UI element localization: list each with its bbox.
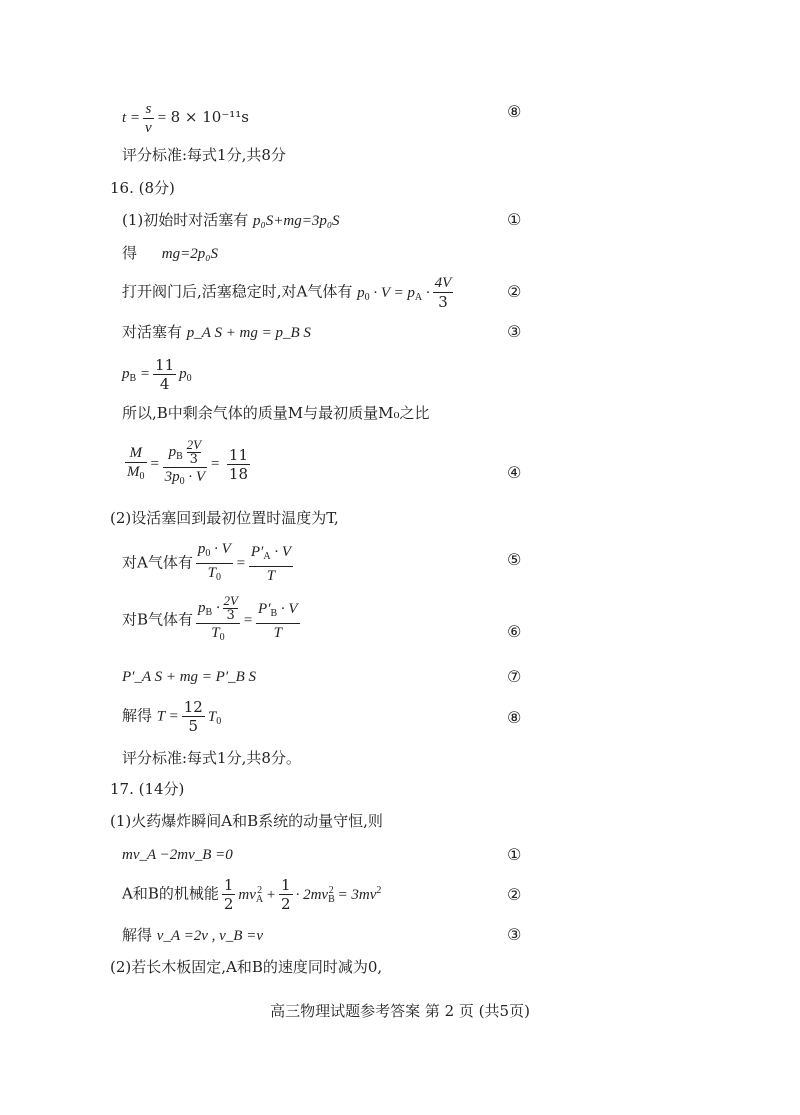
- eq-t-value: 8 × 10⁻¹¹s: [170, 107, 249, 126]
- q16-p1-eq: p₀S+mg=3p₀S: [253, 213, 340, 229]
- q16-eq7: P′_A S + mg = P′_B S: [122, 669, 257, 685]
- q16-mg-line: [122, 243, 218, 264]
- q16-num-5: ⑤: [507, 550, 522, 569]
- q17-eq1: mv_A −2mv_B =0: [122, 847, 233, 863]
- q16-solve-line: 解得 T = $\frac{12}{5}$ $T_0$: [122, 698, 222, 735]
- q16-p1-intro: (1)初始时对活塞有: [122, 211, 249, 229]
- q16-num-7: ⑦: [507, 667, 522, 686]
- q17-energy-line: A和B的机械能 $\frac{1}{2}$ $mv_A^2$ + $\frac{1}{2}$ · $2mv_B^2 = 3mv^2$: [122, 876, 382, 913]
- q16-solve-text: 解得: [122, 706, 153, 725]
- q17-num-2: ②: [507, 885, 522, 904]
- q17-solve-line: [122, 925, 263, 946]
- eq-t: t = $\frac{s}{v}$ = 8 × 10⁻¹¹s: [122, 101, 249, 136]
- q17-p1-intro: (1)火药爆炸瞬间A和B系统的动量守恒,则: [110, 812, 383, 830]
- q16-open-line: 打开阀门后,活塞稳定时,对A气体有 $p_0 \cdot V = p_A$ · $\frac{4V}{3}$: [122, 275, 452, 311]
- scoring-prev: 评分标准:每式1分,共8分: [122, 146, 286, 164]
- q17-p2-intro: (2)若长木板固定,A和B的速度同时减为0,: [110, 958, 383, 976]
- q16-p2-intro: (2)设活塞回到最初位置时温度为T,: [110, 509, 339, 527]
- q16-num-8: ⑧: [507, 708, 522, 727]
- q16-num-1: ①: [507, 210, 522, 229]
- q16-num-4: ④: [507, 463, 522, 482]
- q16-open-text: 打开阀门后,活塞稳定时,对A气体有: [122, 282, 353, 301]
- q16-gasB-line: 对B气体有 $p_B$ · $\frac{2V}{3}$ $T_0$ = $\frac{P'_B \cdot V}{T}$: [122, 594, 303, 647]
- q17-num-1: ①: [507, 845, 522, 864]
- eq-number-prev-8: ⑧: [507, 102, 522, 121]
- q16-num-6: ⑥: [507, 622, 522, 641]
- q16-gasB-text: 对B气体有: [122, 610, 194, 629]
- q16-piston-line: [122, 322, 311, 343]
- q16-num-3: ③: [507, 322, 522, 341]
- q17-solve-text: 解得: [122, 926, 153, 944]
- q17-heading: 17. (14分): [110, 780, 185, 798]
- q17-num-3: ③: [507, 925, 522, 944]
- page-footer: 高三物理试题参考答案 第 2 页 (共5页): [270, 1002, 530, 1020]
- q16-piston-text: 对活塞有: [122, 323, 183, 341]
- q17-energy-text: A和B的机械能: [122, 884, 219, 903]
- q16-num-2: ②: [507, 282, 522, 301]
- q16-scoring: 评分标准:每式1分,共8分。: [122, 749, 301, 767]
- q16-mg-eq: mg=2p₀S: [161, 246, 218, 262]
- q16-p1-line: [122, 210, 340, 231]
- q16-heading: 16. (8分): [110, 179, 175, 197]
- q16-ratio-eq: $\frac{M}{M_0}$ = $p_B$ $\frac{2V}{3}$ $3p_0 \cdot V$ = $\frac{11}{18}$: [122, 438, 253, 491]
- q16-piston-eq: p_A S + mg = p_B S: [186, 325, 311, 341]
- q16-pb-eq: $p_B$ = $\frac{11}{4}$ $p_0$: [122, 356, 192, 393]
- q16-de: 得: [122, 244, 138, 262]
- q16-gasA-text: 对A气体有: [122, 553, 193, 572]
- q16-ratio-text: 所以,B中剩余气体的质量M与最初质量M₀之比: [122, 404, 430, 422]
- q16-gasA-line: 对A气体有 $\frac{p_0 \cdot V}{T_0}$ = $\frac{P'_A \cdot V}{T}$: [122, 540, 296, 587]
- q17-solve-eq: v_A =2v , v_B =v: [156, 928, 263, 944]
